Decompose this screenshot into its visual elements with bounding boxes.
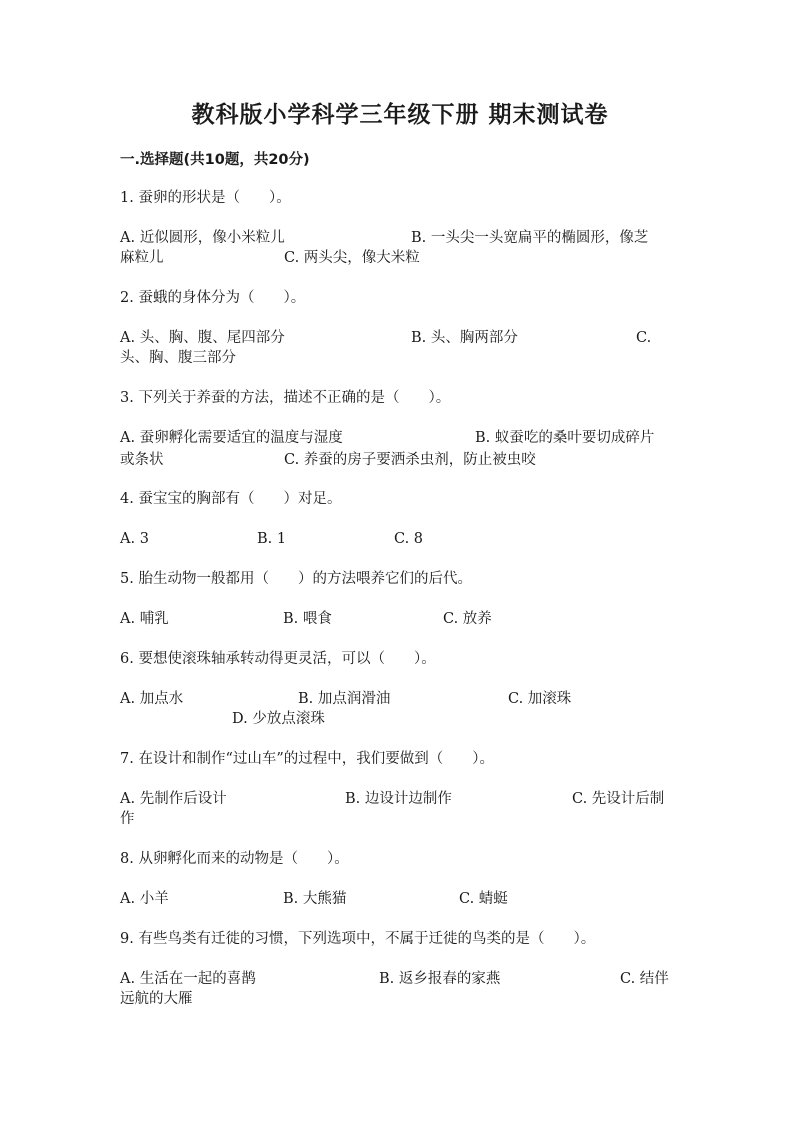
question-5-option-b: B. 喂食 <box>283 611 332 627</box>
question-9-option-a: A. 生活在一起的喜鹊 <box>120 971 256 987</box>
question-5-option-c: C. 放养 <box>443 611 492 627</box>
question-1-stem: 1. 蚕卵的形状是（ ）。 <box>120 190 291 206</box>
question-3-stem: 3. 下列关于养蚕的方法，描述不正确的是（ ）。 <box>120 390 451 406</box>
question-3-option-b-cont: 或条状 <box>120 452 164 468</box>
question-7-option-c: C. 先设计后制 <box>572 791 665 807</box>
question-8-option-a: A. 小羊 <box>120 891 169 907</box>
question-4-option-a: A. 3 <box>120 531 149 547</box>
question-1-option-c: C. 两头尖，像大米粒 <box>284 250 420 266</box>
question-2-option-b: B. 头、胸两部分 <box>411 330 518 346</box>
question-6-option-b: B. 加点润滑油 <box>298 691 391 707</box>
question-7-option-b: B. 边设计边制作 <box>345 791 452 807</box>
question-8-stem: 8. 从卵孵化而来的动物是（ ）。 <box>120 851 349 867</box>
question-3-option-c: C. 养蚕的房子要洒杀虫剂，防止被虫咬 <box>284 452 536 468</box>
question-9-option-c-cont: 远航的大雁 <box>120 991 193 1007</box>
question-2-stem: 2. 蚕蛾的身体分为（ ）。 <box>120 290 306 306</box>
question-5-option-a: A. 哺乳 <box>120 611 169 627</box>
question-2-option-c-cont: 头、胸、腹三部分 <box>120 350 236 366</box>
question-1-option-a: A. 近似圆形，像小米粒儿 <box>120 230 285 246</box>
question-9-stem: 9. 有些鸟类有迁徙的习惯，下列选项中，不属于迁徙的鸟类的是（ ）。 <box>120 931 596 947</box>
question-2-option-c: C. <box>636 330 652 346</box>
question-6-stem: 6. 要想使滚珠轴承转动得更灵活，可以（ ）。 <box>120 651 436 667</box>
question-7-stem: 7. 在设计和制作“过山车”的过程中，我们要做到（ ）。 <box>120 751 495 767</box>
question-3-option-a: A. 蚕卵孵化需要适宜的温度与湿度 <box>120 430 343 446</box>
question-5-stem: 5. 胎生动物一般都用（ ）的方法喂养它们的后代。 <box>120 571 472 587</box>
section-heading: 一.选择题(共10题，共20分) <box>120 152 310 168</box>
question-6-option-a: A. 加点水 <box>120 691 184 707</box>
question-3-option-b: B. 蚁蚕吃的桑叶要切成碎片 <box>475 430 655 446</box>
question-1-option-b: B. 一头尖一头宽扁平的椭圆形，像芝 <box>411 230 649 246</box>
question-4-stem: 4. 蚕宝宝的胸部有（ ）对足。 <box>120 491 342 507</box>
page-title: 教科版小学科学三年级下册 期末测试卷 <box>191 102 609 128</box>
question-9-option-c: C. 结伴 <box>620 971 669 987</box>
question-7-option-a: A. 先制作后设计 <box>120 791 227 807</box>
question-8-option-b: B. 大熊猫 <box>283 891 347 907</box>
question-4-option-b: B. 1 <box>257 531 287 547</box>
question-9-option-b: B. 返乡报春的家燕 <box>379 971 501 987</box>
question-1-option-b-cont: 麻粒儿 <box>120 250 164 266</box>
question-7-option-c-cont: 作 <box>120 811 135 827</box>
question-6-option-c: C. 加滚珠 <box>508 691 572 707</box>
question-6-option-d: D. 少放点滚珠 <box>232 711 325 727</box>
question-8-option-c: C. 蜻蜓 <box>459 891 508 907</box>
question-2-option-a: A. 头、胸、腹、尾四部分 <box>120 330 285 346</box>
question-4-option-c: C. 8 <box>394 531 424 547</box>
